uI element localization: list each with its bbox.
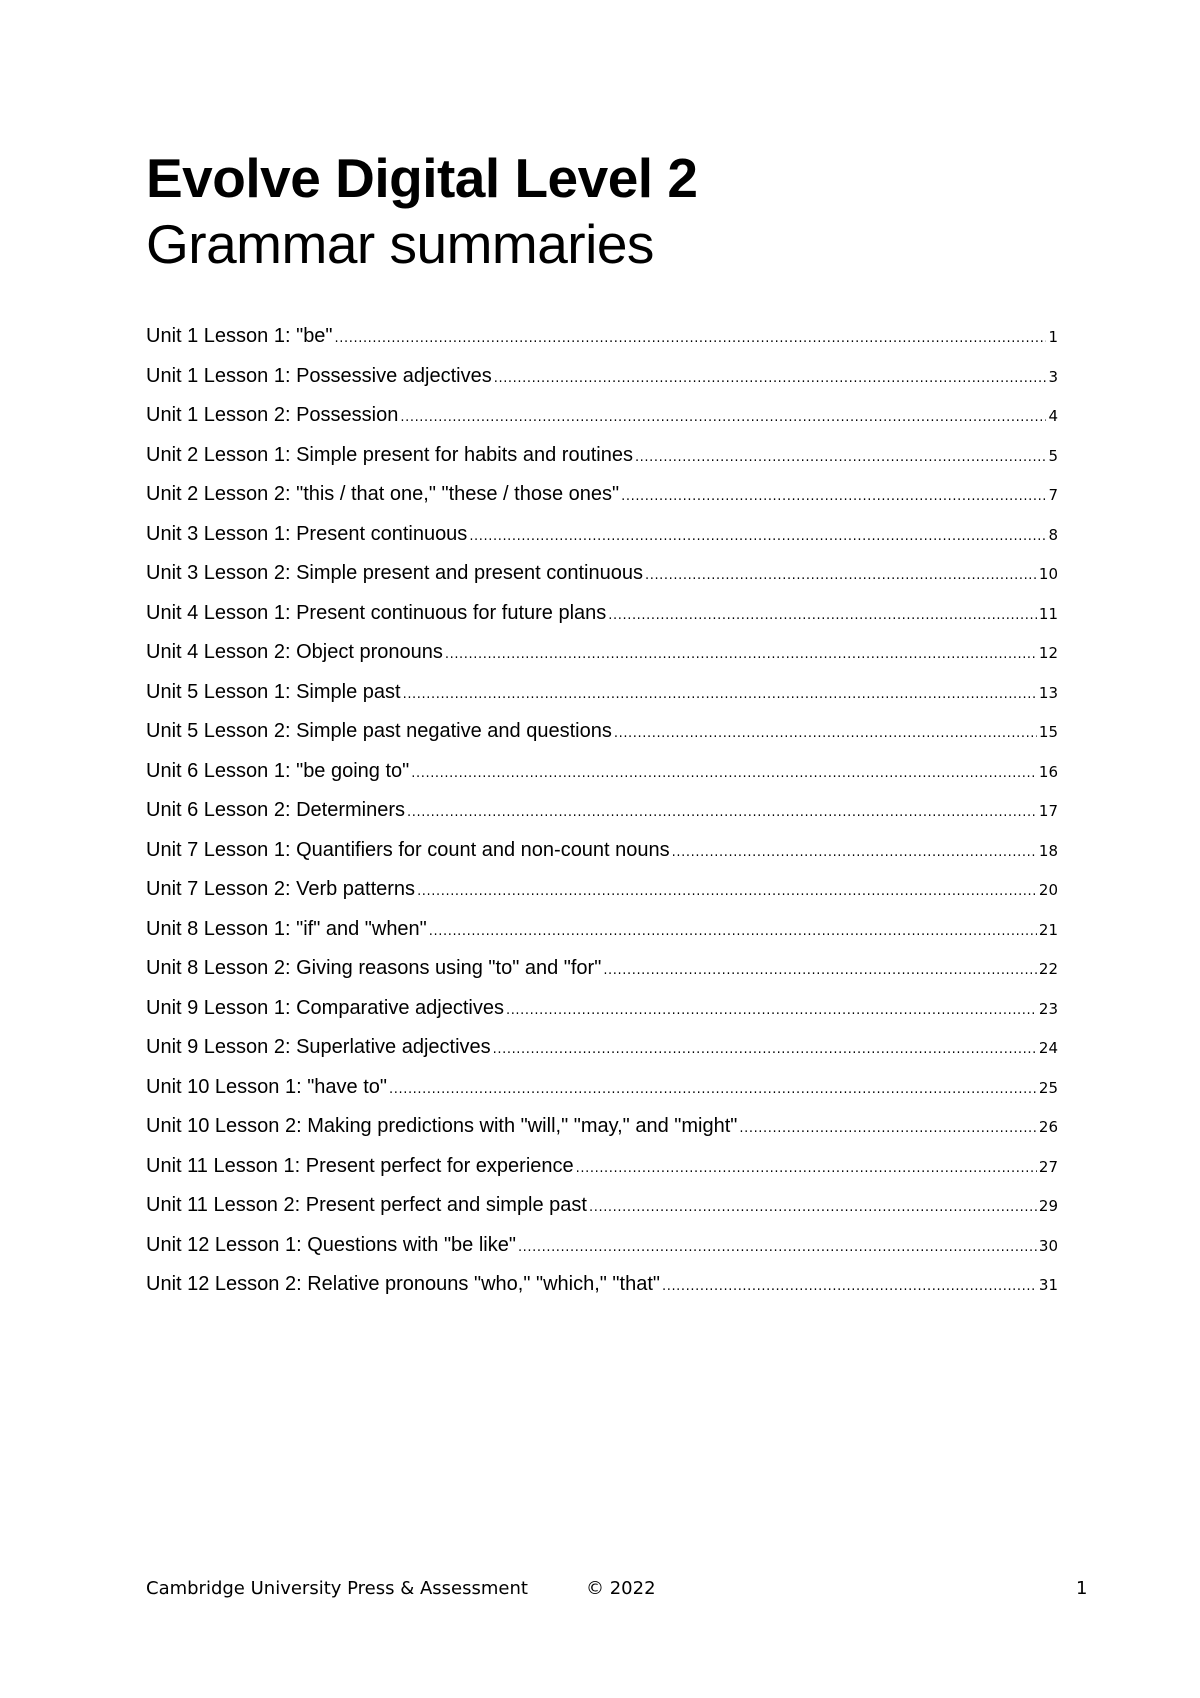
toc-entry-label: Unit 1 Lesson 1: Possessive adjectives (146, 364, 492, 387)
toc-entry-page-number: 10 (1038, 565, 1058, 583)
toc-entry[interactable] (146, 715, 1058, 755)
toc-dot-leader (493, 1034, 1037, 1066)
toc-entry-page-number: 11 (1038, 604, 1058, 623)
toc-dot-leader (614, 718, 1037, 750)
toc-entry[interactable] (146, 794, 1058, 834)
toc-entry-page-number: 25 (1038, 1078, 1058, 1097)
toc-dot-leader (635, 442, 1047, 474)
toc-dot-leader (429, 916, 1037, 948)
toc-entry-page-number: 7 (1048, 486, 1058, 504)
toc-entry-page-number: 17 (1038, 802, 1058, 820)
toc-entry[interactable] (146, 597, 1058, 637)
toc-entry-page-number: 4 (1048, 407, 1058, 425)
toc-entry-page-number: 8 (1048, 525, 1058, 544)
toc-entry-label: Unit 12 Lesson 1: Questions with "be like" (146, 1233, 516, 1256)
toc-entry-label: Unit 6 Lesson 1: "be going to" (146, 759, 410, 782)
toc-entry-page-number: 18 (1038, 841, 1058, 860)
toc-entry[interactable] (146, 636, 1058, 676)
toc-dot-leader (645, 560, 1037, 592)
toc-entry[interactable] (146, 557, 1058, 597)
toc-dot-leader (403, 679, 1037, 711)
toc-entry-page-number: 24 (1038, 1039, 1058, 1057)
toc-entry-page-number: 30 (1038, 1236, 1058, 1255)
toc-entry[interactable] (146, 1031, 1058, 1071)
toc-entry-label: Unit 1 Lesson 1: "be" (146, 325, 333, 347)
toc-entry-label: Unit 5 Lesson 1: Simple past (146, 680, 401, 703)
toc-entry-label: Unit 9 Lesson 1: Comparative adjectives (146, 996, 504, 1019)
toc-dot-leader (662, 1271, 1037, 1303)
toc-entry-label: Unit 4 Lesson 2: Object pronouns (146, 641, 443, 663)
toc-dot-leader (445, 639, 1037, 671)
toc-entry[interactable] (146, 360, 1058, 400)
toc-entry-page-number: 5 (1048, 446, 1058, 465)
toc-entry-page-number: 23 (1038, 999, 1058, 1018)
toc-entry-label: Unit 1 Lesson 2: Possession (146, 404, 399, 426)
toc-dot-leader (603, 955, 1037, 987)
toc-entry-page-number: 31 (1038, 1276, 1058, 1294)
toc-dot-leader (506, 995, 1037, 1027)
toc-entry-label: Unit 4 Lesson 1: Present continuous for future plans (146, 601, 607, 624)
toc-entry[interactable] (146, 518, 1058, 558)
toc-entry[interactable] (146, 913, 1058, 953)
toc-entry-page-number: 13 (1038, 683, 1058, 702)
toc-entry-label: Unit 2 Lesson 2: "this / that one," "these / those ones" (146, 483, 620, 505)
toc-entry-page-number: 27 (1038, 1157, 1058, 1176)
toc-entry[interactable] (146, 478, 1058, 518)
toc-entry-label: Unit 8 Lesson 2: Giving reasons using "to" and "for" (146, 957, 602, 979)
toc-dot-leader (494, 363, 1047, 395)
toc-entry-page-number: 29 (1038, 1197, 1058, 1215)
toc-dot-leader (672, 837, 1037, 869)
toc-entry[interactable] (146, 873, 1058, 913)
footer-publisher: Cambridge University Press & Assessment (146, 1578, 528, 1599)
toc-dot-leader (417, 876, 1037, 908)
toc-entry-label: Unit 8 Lesson 1: "if" and "when" (146, 917, 427, 940)
toc-entry-label: Unit 5 Lesson 2: Simple past negative and questions (146, 720, 612, 742)
toc-entry-page-number: 22 (1038, 960, 1058, 978)
toc-entry-label: Unit 3 Lesson 2: Simple present and present continuous (146, 562, 643, 584)
toc-entry[interactable] (146, 1189, 1058, 1229)
toc-dot-leader (411, 758, 1037, 790)
toc-entry-label: Unit 7 Lesson 1: Quantifiers for count and non-count nouns (146, 838, 670, 861)
toc-entry-label: Unit 11 Lesson 2: Present perfect and simple past (146, 1194, 587, 1216)
toc-entry[interactable] (146, 992, 1058, 1032)
toc-entry[interactable] (146, 834, 1058, 874)
toc-entry[interactable] (146, 952, 1058, 992)
toc-entry-label: Unit 2 Lesson 1: Simple present for habits and routines (146, 443, 633, 466)
toc-entry-page-number: 12 (1038, 644, 1058, 662)
document-subtitle: Grammar summaries (146, 213, 654, 275)
toc-dot-leader (518, 1232, 1037, 1264)
document-title: Evolve Digital Level 2 (146, 147, 698, 209)
toc-entry-page-number: 21 (1038, 920, 1058, 939)
toc-entry-label: Unit 11 Lesson 1: Present perfect for experience (146, 1154, 574, 1177)
toc-entry[interactable] (146, 399, 1058, 439)
footer-copyright: © 2022 (586, 1578, 656, 1599)
toc-entry-page-number: 20 (1038, 881, 1058, 899)
toc-dot-leader (389, 1074, 1037, 1106)
toc-dot-leader (608, 600, 1037, 632)
toc-dot-leader (576, 1153, 1037, 1185)
table-of-contents (146, 320, 1058, 1308)
toc-entry[interactable] (146, 1110, 1058, 1150)
toc-dot-leader (621, 481, 1046, 513)
toc-entry-page-number: 16 (1038, 762, 1058, 781)
toc-dot-leader (400, 402, 1046, 434)
toc-entry[interactable] (146, 1229, 1058, 1269)
toc-entry-label: Unit 3 Lesson 1: Present continuous (146, 522, 468, 545)
footer-page-number: 1 (1076, 1578, 1088, 1599)
toc-dot-leader (739, 1113, 1037, 1145)
toc-entry[interactable] (146, 439, 1058, 479)
toc-dot-leader (469, 521, 1046, 553)
toc-entry-label: Unit 10 Lesson 2: Making predictions with "will," "may," and "might" (146, 1115, 738, 1137)
toc-dot-leader (589, 1192, 1037, 1224)
toc-entry[interactable] (146, 320, 1058, 360)
toc-entry-label: Unit 9 Lesson 2: Superlative adjectives (146, 1036, 491, 1058)
toc-entry-label: Unit 6 Lesson 2: Determiners (146, 799, 406, 821)
toc-entry-label: Unit 7 Lesson 2: Verb patterns (146, 878, 416, 900)
toc-entry[interactable] (146, 676, 1058, 716)
toc-entry[interactable] (146, 1150, 1058, 1190)
toc-entry-label: Unit 12 Lesson 2: Relative pronouns "who," "which," "that" (146, 1273, 660, 1295)
toc-entry[interactable] (146, 1071, 1058, 1111)
toc-entry-page-number: 1 (1048, 328, 1058, 346)
toc-entry-page-number: 3 (1048, 367, 1058, 386)
toc-entry-page-number: 15 (1038, 723, 1058, 741)
toc-dot-leader (335, 323, 1047, 355)
toc-entry[interactable] (146, 755, 1058, 795)
toc-entry[interactable] (146, 1268, 1058, 1308)
toc-dot-leader (407, 797, 1037, 829)
toc-entry-page-number: 26 (1038, 1118, 1058, 1136)
toc-entry-label: Unit 10 Lesson 1: "have to" (146, 1075, 388, 1098)
